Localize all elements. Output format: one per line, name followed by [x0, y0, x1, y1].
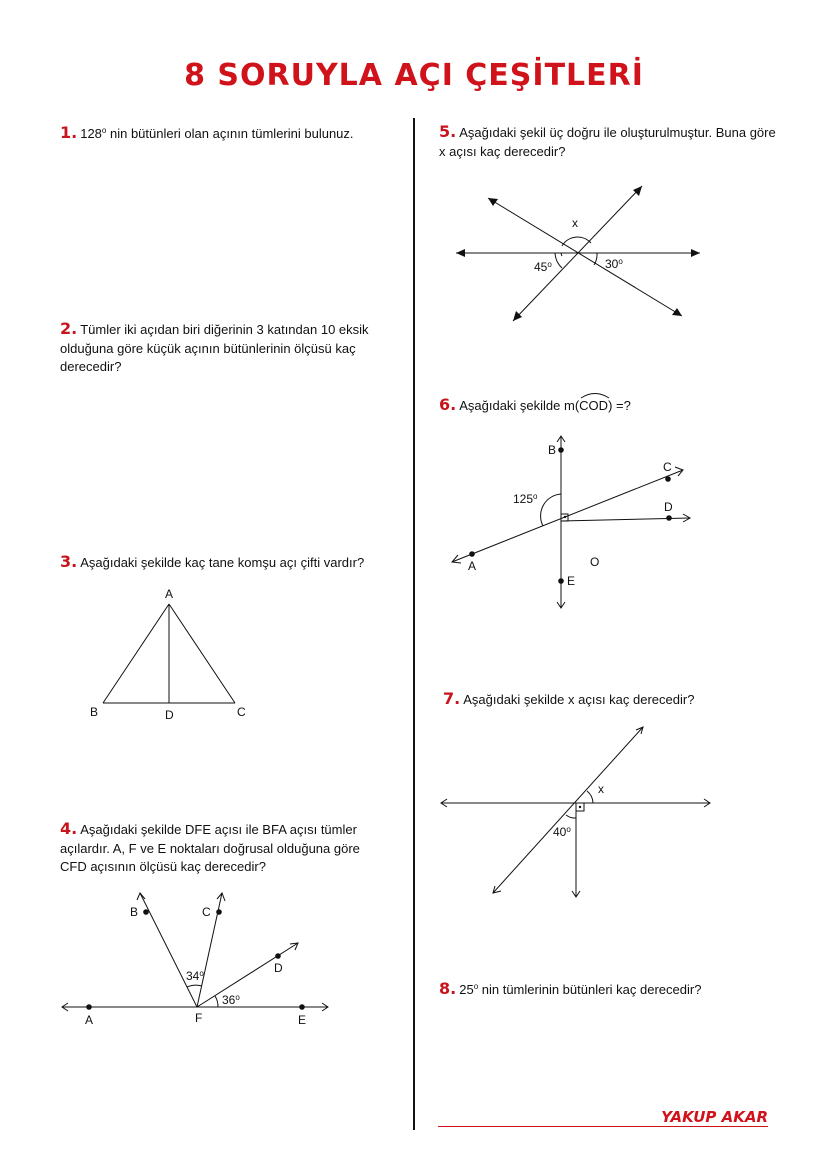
author-signature: YAKUP AKAR [661, 1108, 768, 1126]
question-4: 4. Aşağıdaki şekilde DFE açısı ile BFA açısı tümler açılardır. A, F ve E noktaları doğrusal olduğuna göre CFD açısının ölçüsü kaç derecedir? [60, 819, 360, 874]
angle-label-45: 45$^o$ [534, 260, 552, 274]
label-b: B [130, 905, 139, 919]
question-number: 2. [60, 319, 78, 338]
label-f: F [195, 1011, 203, 1025]
question-number: 8. [439, 979, 457, 998]
question-number: 4. [60, 819, 78, 838]
question-number: 6. [439, 395, 457, 414]
label-e: E [298, 1013, 307, 1027]
label-c: C [237, 705, 246, 719]
question-number: 1. [60, 123, 78, 142]
angle-label-30: 30$^o$ [605, 257, 623, 271]
label-d: D [165, 708, 174, 722]
label-b: B [90, 705, 99, 719]
label-a: A [468, 559, 477, 573]
label-b: B [548, 443, 557, 457]
label-d: D [274, 961, 283, 975]
label-c: C [202, 905, 211, 919]
label-c: C [663, 460, 672, 474]
question-3: 3. Aşağıdaki şekilde kaç tane komşu açı çifti vardır? [60, 552, 365, 571]
arc-notation: COD [579, 397, 608, 416]
question-8: 8. 25$^o$ nin tümlerinin bütünleri kaç derecedir? [439, 979, 702, 998]
label-a: A [165, 587, 174, 601]
angle-label-40: 40$^o$ [553, 825, 571, 839]
page-title: 8 SORUYLA AÇI ÇEŞİTLERİ [184, 58, 644, 93]
x-label: x [598, 782, 604, 796]
label-o: O [590, 555, 600, 569]
question-number: 5. [439, 122, 457, 141]
label-a: A [85, 1013, 94, 1027]
question-5: 5. Aşağıdaki şekil üç doğru ile oluşturulmuştur. Buna göre x açısı kaç derecedir? [439, 122, 776, 159]
question-1: 1. 128$^o$ nin bütünleri olan açının tümlerini bulunuz. [60, 123, 354, 142]
angle-label-125: 125$^o$ [513, 492, 538, 506]
angle-label-34: 34$^o$ [186, 969, 204, 983]
question-7: 7. Aşağıdaki şekilde x açısı kaç derecedir? [443, 689, 695, 708]
question-number: 7. [443, 689, 461, 708]
author-underline [438, 1126, 768, 1127]
x-label: x [572, 216, 578, 230]
label-e: E [567, 574, 576, 588]
question-number: 3. [60, 552, 78, 571]
question-2: 2. Tümler iki açıdan biri diğerinin 3 katından 10 eksik olduğuna göre küçük açının bütünlerinin ölçüsü kaç derecedir? [60, 319, 369, 374]
question-6: 6. Aşağıdaki şekilde m( COD) =? [439, 396, 779, 416]
label-d: D [664, 500, 673, 514]
angle-label-36: 36$^o$ [222, 993, 240, 1007]
